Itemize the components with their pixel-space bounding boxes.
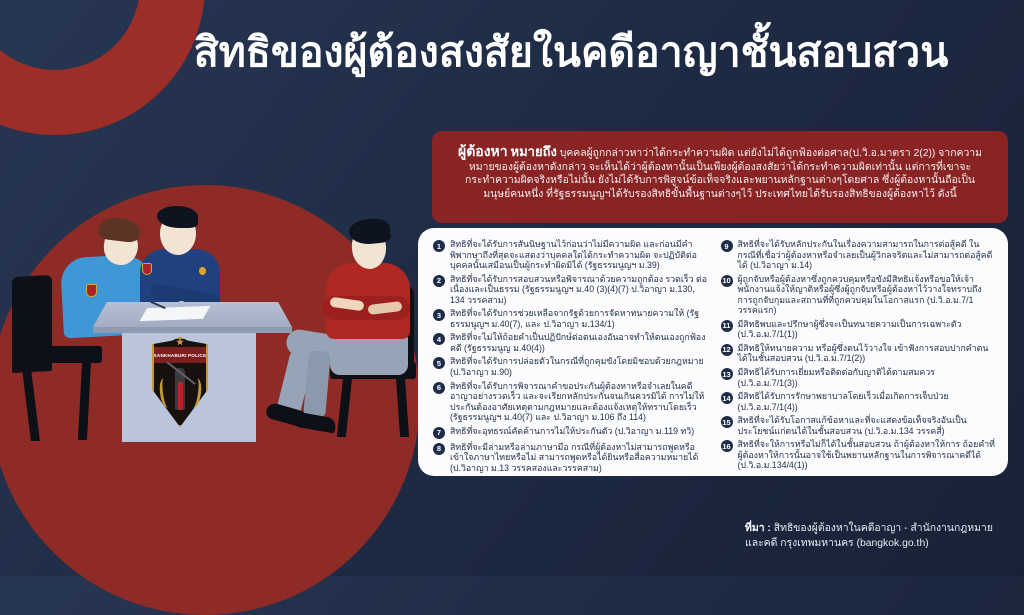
suspect-chair-leg xyxy=(396,377,409,437)
definition-body: บุคคลผู้ถูกกล่าวหาว่าได้กระทำความผิด แต่ยังไม่ได้ถูกฟ้องต่อศาล(ป.วิ.อ.มาตรา 2(2)) จากความหมายของผู้ต้องหาดังกล่าว จะเห็นได้ว่าผู้ต้องหานั้นเป็นเพียงผู้ต้องสงสัยว่าได้กระทำความผิดเท่านั้น แต่การที่เขาจะกระทำความผิดจริงหรือไม่นั้น ยังไม่ได้รับการพิสูจน์ข้อเท็จจริงและพยานหลักฐานต่างๆโดยศาล ซึ่งผู้ต้องหานั้นถือเป็นมนุษย์คนหนึ่ง ที่รัฐธรรมนูญฯได้รับรองสิทธิขั้นพื้นฐานต่างๆไว้ ประเทศไทยได้รับรองสิทธิของผู้ต้องหาไว้ ดังนี้ xyxy=(464,148,982,200)
item-text: สิทธิที่จะได้รับโอกาสแก้ข้อหาและที่จะแสดงข้อเท็จจริงอันเป็นประโยชน์แก่ตนได้ในชั้นสอบสวน (ป.วิ.อ.ม.134 วรรคสี่) xyxy=(737,415,967,436)
item-text: สิทธิที่จะได้รับการสันนิษฐานไว้ก่อนว่าไม่มีความผิด และก่อนมีคำพิพากษาถึงที่สุดจะแสดงว่าบุคคลใดได้กระทำความผิด จะปฏิบัติต่อบุคคลนั้นเสมือนเป็นผู้กระทำผิดมิได้ (รัฐธรรมนูญฯ ม.39) xyxy=(450,239,697,271)
definition-term: ผู้ต้องหา xyxy=(458,143,508,159)
source-credit xyxy=(745,522,1013,552)
officer-chair-leg xyxy=(78,362,91,440)
item-text: มีสิทธิพบและปรึกษาผู้ซึ่งจะเป็นทนายความเป็นการเฉพาะตัว (ป.วิ.อ.ม.7/1(1)) xyxy=(737,318,962,340)
officer-chair-seat xyxy=(20,346,102,363)
item-text: สิทธิที่จะไม่ให้ถ้อยคำเป็นปฏิปักษ์ต่อตนเองอันอาจทำให้ตนเองถูกฟ้องคดี (รัฐธรรมนูญ ม.40(4)) xyxy=(450,332,706,353)
list-item xyxy=(721,239,996,271)
item-number-badge: 3 xyxy=(433,309,445,321)
rights-list-panel xyxy=(418,228,1008,476)
statement-paper xyxy=(140,306,211,321)
item-number-badge: 4 xyxy=(433,333,445,345)
item-text: มีสิทธิให้ทนายความ หรือผู้ซึ่งตนไว้วางใจ เข้าฟังการสอบปากคำตนได้ในชั้นสอบสวน (ป.วิ.อ.ม.7/1(2)) xyxy=(737,342,989,364)
item-number-badge: 14 xyxy=(722,393,731,403)
suspect-chair-leg xyxy=(337,377,352,437)
item-number-badge: 8 xyxy=(433,443,445,455)
item-text: มีสิทธิได้รับการรักษาพยาบาลโดยเร็วเมื่อเกิดการเจ็บป่วย (ป.วิ.อ.ม.7/1(4)) xyxy=(737,391,949,412)
list-item xyxy=(721,319,996,340)
item-text: สิทธิที่จะได้รับการสอบสวนหรือพิจารณาด้วยความถูกต้อง รวดเร็ว ต่อเนื่องและเป็นธรรม (รัฐธรรมนูญฯ ม.40 (3)(4)(7) ป.วิอาญา ม.130, 134 วรรคสาม) xyxy=(450,273,707,305)
item-number-badge: 11 xyxy=(721,320,733,332)
item-number-badge: 5 xyxy=(433,357,445,369)
source-line1: สิทธิของผู้ต้องหาในคดีอาญา - สำนักงานกฎหมาย xyxy=(770,523,993,534)
item-text: สิทธิที่จะได้รับหลักประกันในเรื่องความสามารถในการต่อสู้คดี ในกรณีที่เชื่อว่าผู้ต้องหาหรือจำเลยเป็นผู้วิกลจริตและไม่สามารถต่อสู้คดี ได้ (ป.วิอาญา ม.14) xyxy=(737,239,993,271)
item-number-badge: 10 xyxy=(722,276,731,286)
item-number-badge: 2 xyxy=(433,275,445,287)
officer-2-chest-badge xyxy=(199,267,206,275)
item-number-badge: 13 xyxy=(722,369,731,379)
item-number-badge: 1 xyxy=(433,240,445,252)
officer-2-shoulder-patch xyxy=(142,263,152,275)
definition-means: หมายถึง xyxy=(510,144,557,159)
list-item xyxy=(433,308,708,329)
item-number-badge: 6 xyxy=(433,382,445,394)
item-text: สิทธิที่จะได้รับการช่วยเหลือจากรัฐด้วยการจัดหาทนายความให้ (รัฐธรรมนูญฯ ม.40(7), และ ป.วิอาญา ม.134/1) xyxy=(450,308,700,329)
list-item xyxy=(721,439,996,471)
list-item xyxy=(721,367,996,388)
source-line2: และคดี กรุงเทพมหานคร (bangkok.go.th) xyxy=(745,537,929,549)
officer-1-shoulder-patch xyxy=(86,284,97,297)
item-text: สิทธิที่จะมีล่ามหรือล่ามภาษามือ กรณีที่ผู้ต้องหาไม่สามารถพูดหรือเข้าใจภาษาไทยหรือไม่ สามารถพูดหรือได้ยินหรือสื่อความหมายได้ (ป.วิอาญา ม.13 วรรคสองและวรรคสาม) xyxy=(450,441,699,473)
item-number-badge: 12 xyxy=(722,345,731,355)
item-text: สิทธิที่จะได้รับการปล่อยตัวในกรณีที่ถูกคุมขังโดยมิชอบด้วยกฎหมาย (ป.วิอาญา ม.90) xyxy=(450,356,704,378)
emblem-banner-text: SANKHABURI POLICE xyxy=(154,347,206,363)
page-title: สิทธิของผู้ต้องสงสัยในคดีอาญาชั้นสอบสวน xyxy=(193,29,949,75)
emblem-warrior-cape xyxy=(178,382,183,410)
item-text: ผู้ถูกจับหรือผู้ต้องหาซึ่งถูกควบคุมหรือขังมีสิทธิแจ้งหรือขอให้เจ้าพนักงานแจ้งให้ญาติหรือผู้ซึ่งผู้ถูกจับหรือผู้ต้องหาไว้วางใจทราบถึงการถูกจับกุมและสถานที่ที่ถูกควบคุมในโอกาสแรก (ป.วิ.อ.ม.7/1 วรรคแรก) xyxy=(737,273,982,316)
list-item xyxy=(721,343,996,364)
item-text: มีสิทธิได้รับการเยี่ยมหรือติดต่อกับญาติได้ตามสมควร (ป.วิ.อ.ม.7/1(3)) xyxy=(737,367,935,388)
rights-column-left xyxy=(433,239,708,473)
officer-2-hair xyxy=(157,206,198,228)
suspect-leg xyxy=(303,350,331,418)
list-item xyxy=(433,356,708,377)
item-text: สิทธิที่จะให้การหรือไม่ก็ได้ในชั้นสอบสวน ถ้าผู้ต้องหาให้การ ถ้อยคำที่ผู้ต้องหาให้การนั้นอาจใช้เป็นพยานหลักฐานในการพิจารณาคดีได้ (ป.วิ.อ.ม.134/4(1)) xyxy=(737,439,995,471)
list-item xyxy=(433,442,708,474)
list-item xyxy=(433,381,708,423)
suspect-pants xyxy=(330,333,408,375)
list-item xyxy=(433,239,708,271)
list-item xyxy=(433,332,708,353)
item-number-badge: 16 xyxy=(722,441,731,451)
list-item xyxy=(721,274,996,316)
list-item xyxy=(433,274,708,306)
rights-column-right xyxy=(721,239,996,471)
item-number-badge: 9 xyxy=(721,240,733,252)
list-item xyxy=(721,391,996,412)
item-number-badge: 7 xyxy=(433,427,445,439)
suspect-shoe xyxy=(293,411,337,433)
item-text: สิทธิที่จะได้รับการพิจารณาคำขอประกันผู้ต้องหาหรือจำเลยในคดีอาญาอย่างรวดเร็ว และจะเรียกหลักประกันจนเกินควรมิได้ การไม่ให้ประกันต้องอาศัยเหตุตามกฎหมายและต้องแจ้งเหตุให้ทราบโดยเร็ว (รัฐธรรมนูญฯ ม.40(7) และ ป.วิอาญา ม.106 ถึง 114) xyxy=(450,380,705,423)
list-item xyxy=(433,426,708,439)
officer-chair-leg xyxy=(21,361,40,441)
definition-panel xyxy=(432,131,1008,223)
source-label: ที่มา : xyxy=(745,523,771,534)
item-text: สิทธิที่จะอุทธรณ์คัดค้านการไม่ให้ประกันตัว (ป.วิอาญา ม.119 ทวิ) xyxy=(450,425,695,436)
item-number-badge: 15 xyxy=(722,417,731,427)
list-item xyxy=(721,415,996,436)
